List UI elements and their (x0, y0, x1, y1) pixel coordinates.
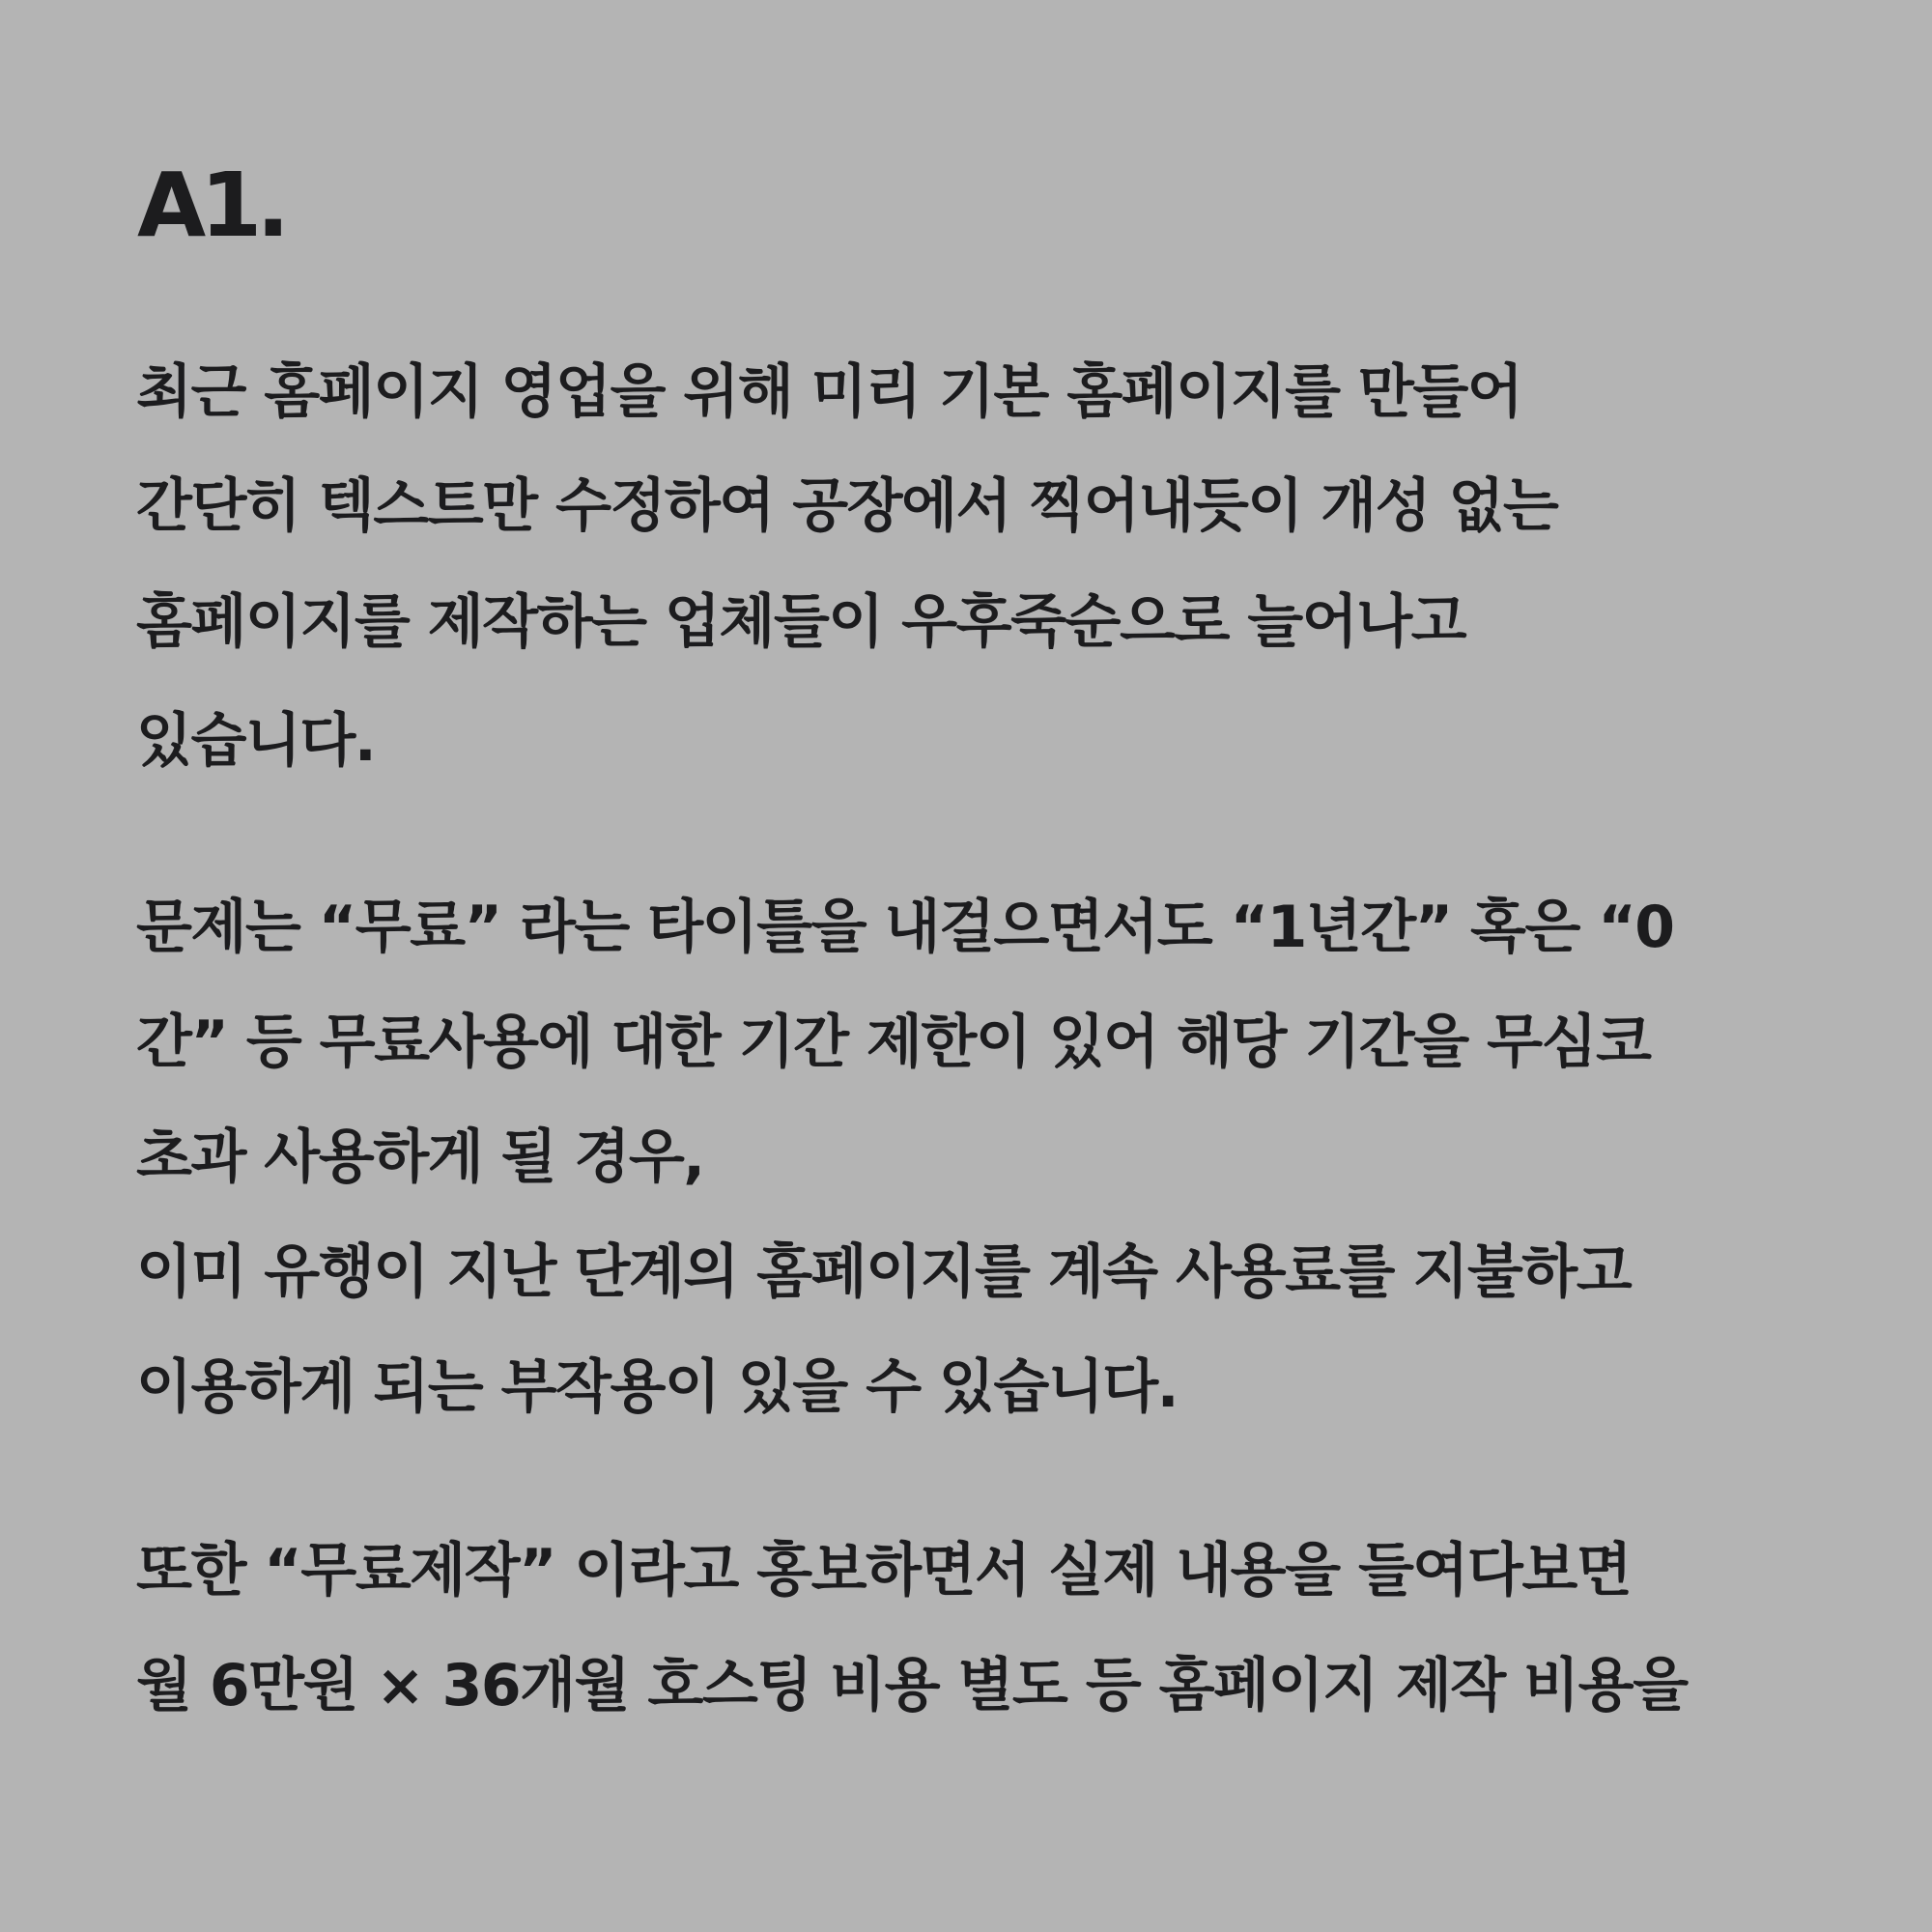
paragraph-1-line-2: 간단히 텍스트만 수정하여 공장에서 찍어내듯이 개성 없는 (136, 472, 1558, 540)
paragraph-2-line-1: 문제는 “무료” 라는 타이틀을 내걸으면서도 “1년간” 혹은 “0 (136, 894, 1674, 961)
paragraph-2-line-5: 이용하게 되는 부작용이 있을 수 있습니다. (136, 1353, 1179, 1421)
paragraph-3-line-2: 월 6만원 × 36개월 호스팅 비용 별도 등 홈페이지 제작 비용을 (136, 1652, 1688, 1719)
paragraph-2-line-4: 이미 유행이 지난 단계의 홈페이지를 계속 사용료를 지불하고 (136, 1238, 1632, 1306)
paragraph-2-line-3: 초과 사용하게 될 경우, (136, 1123, 704, 1191)
section-heading: A1. (137, 154, 285, 257)
paragraph-1-line-1: 최근 홈페이지 영업을 위해 미리 기본 홈페이지를 만들어 (136, 358, 1522, 426)
paragraph-1-line-3: 홈페이지를 제작하는 업체들이 우후죽순으로 늘어나고 (136, 588, 1466, 656)
paragraph-1-line-4: 있습니다. (136, 707, 376, 775)
paragraph-3-line-1: 또한 “무료제작” 이라고 홍보하면서 실제 내용을 들여다보면 (136, 1537, 1632, 1605)
paragraph-2-line-2: 간” 등 무료사용에 대한 기간 제한이 있어 해당 기간을 무심코 (136, 1009, 1651, 1076)
